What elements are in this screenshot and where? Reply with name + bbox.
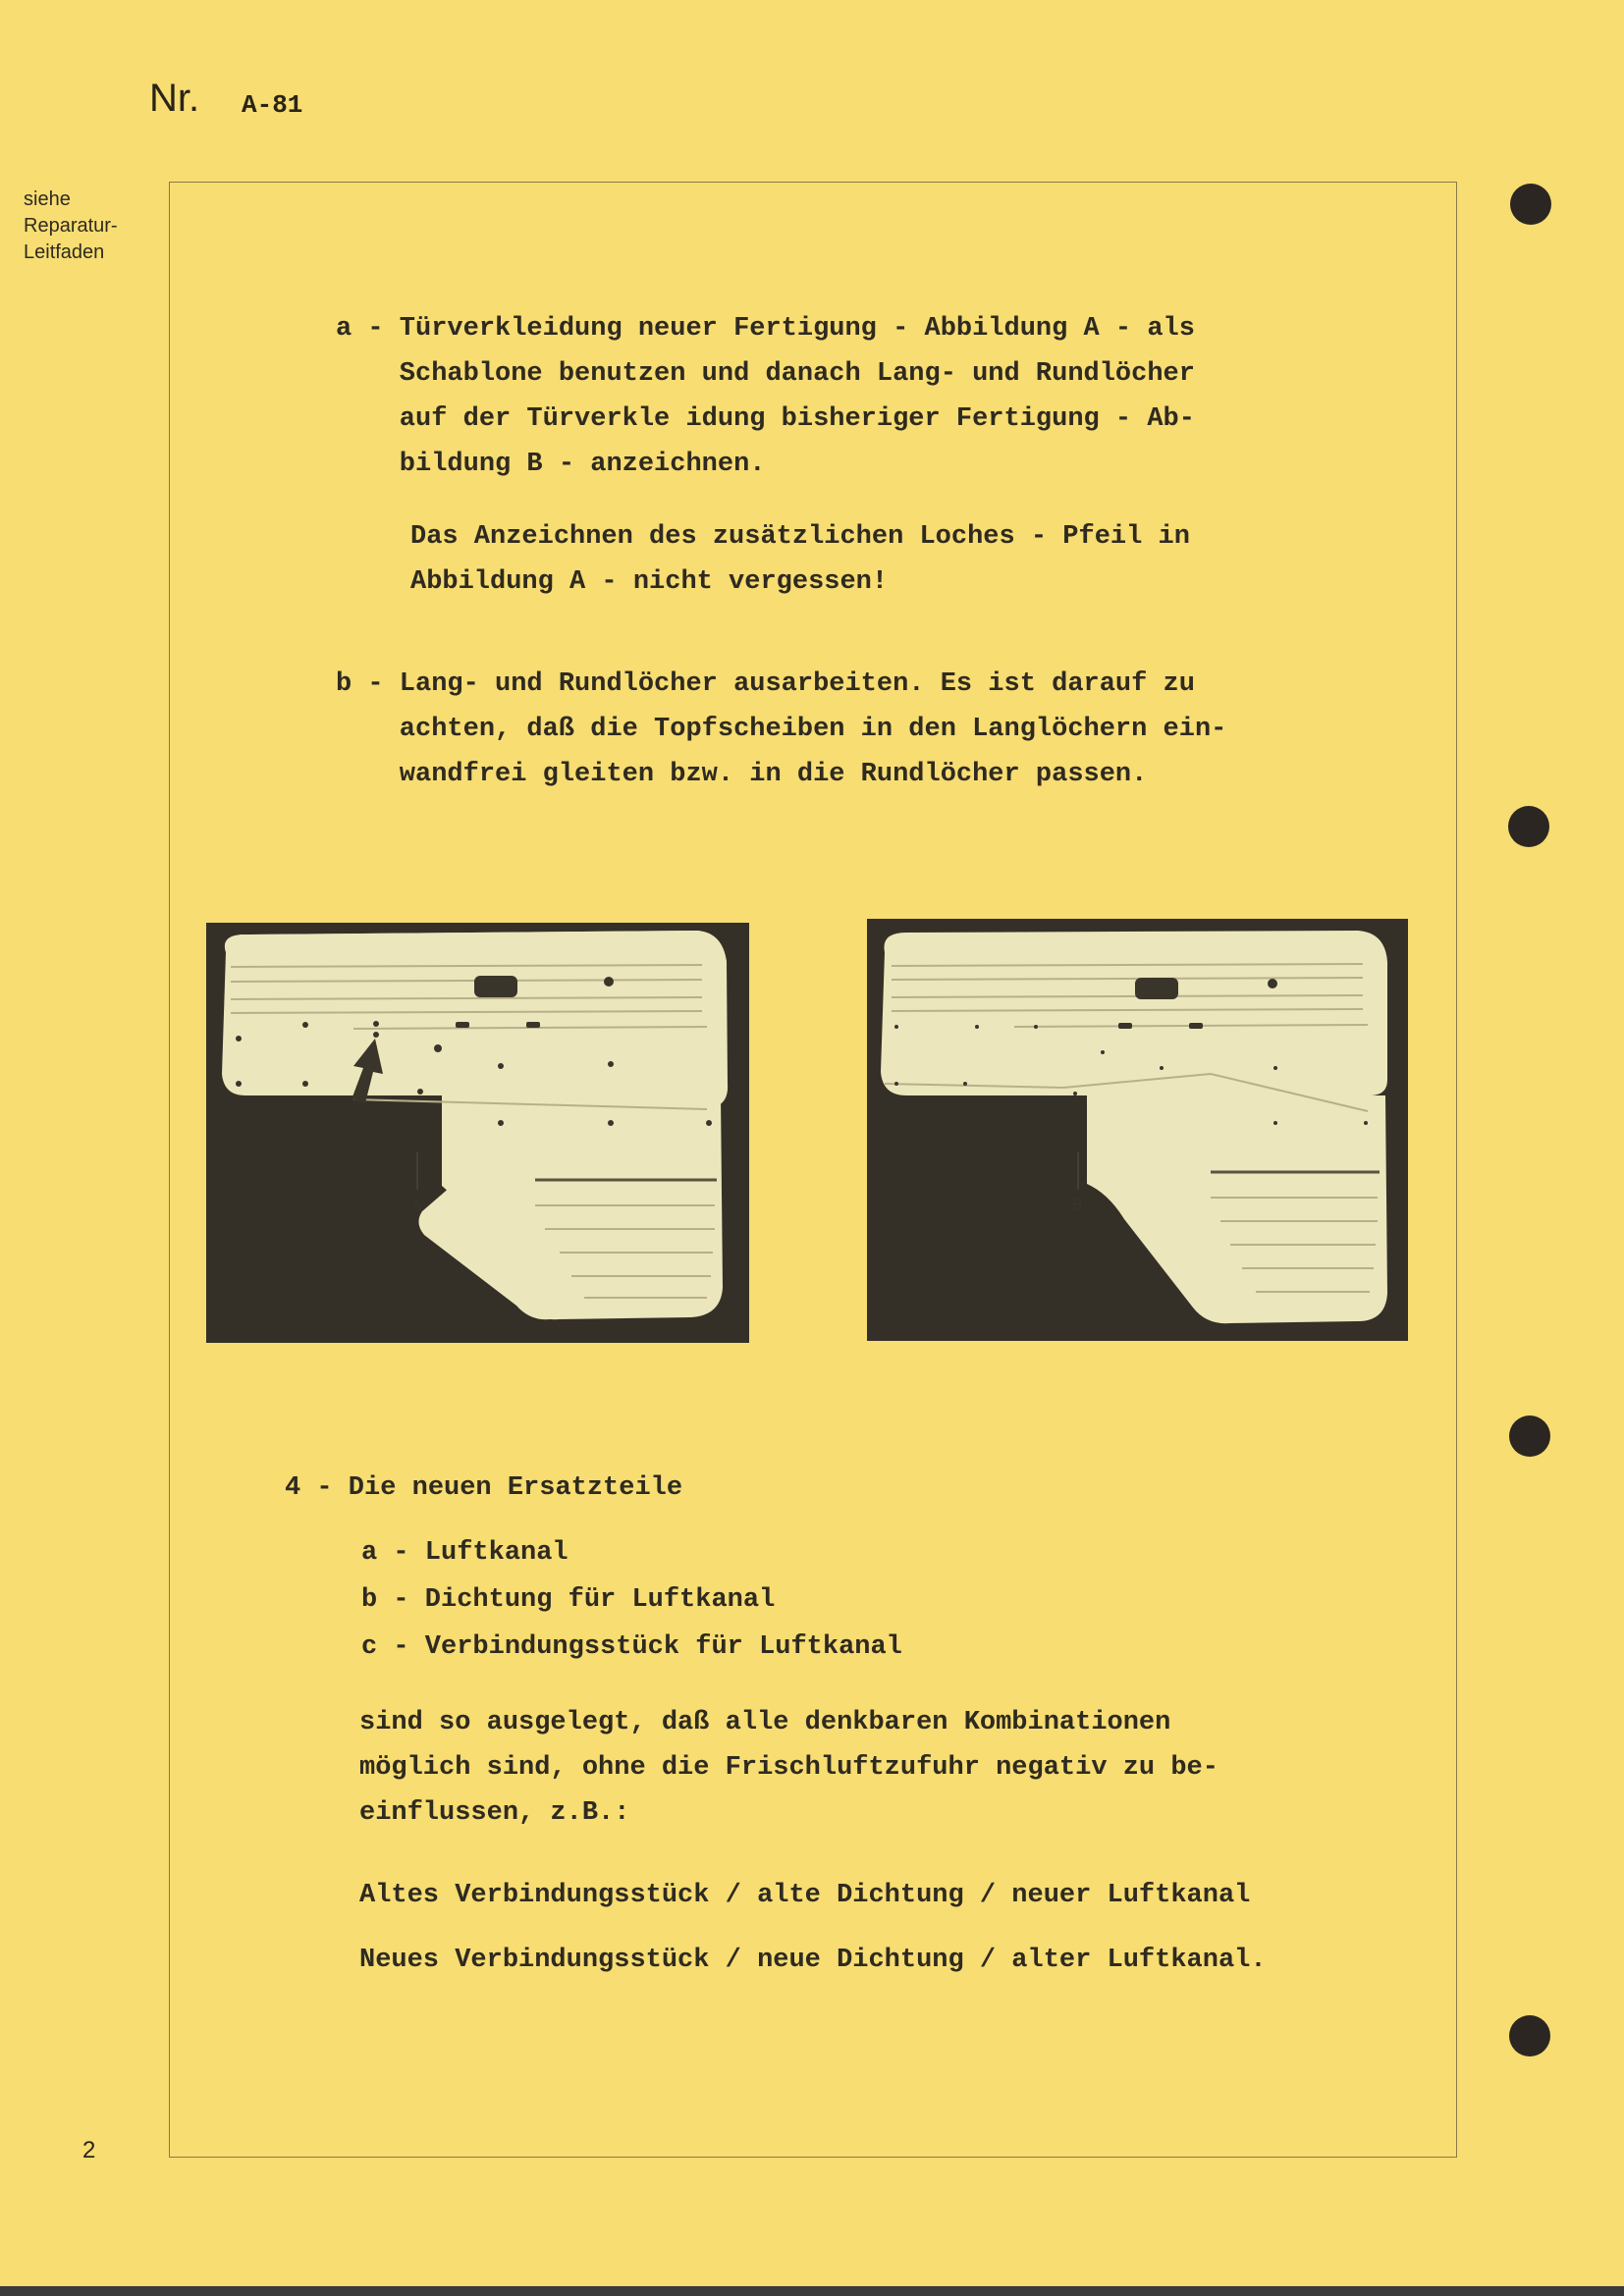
- scan-bottom-edge: [0, 2286, 1624, 2296]
- side-note-line: siehe: [24, 188, 71, 210]
- figure-b-label: B: [1072, 1197, 1083, 1213]
- section-4-body: [359, 1700, 1218, 1836]
- section-4-item: c - Verbindungsstück für Luftkanal: [361, 1632, 902, 1662]
- step-a-line: Schablone benutzen und danach Lang- und Rundlöcher: [336, 359, 1195, 389]
- document-code: A-81: [242, 90, 303, 120]
- door-handle-recess: [474, 976, 517, 997]
- section-4-examples: [359, 1863, 1267, 1993]
- section-4-item: a - Luftkanal: [361, 1538, 568, 1568]
- binder-hole: [1509, 2015, 1550, 2056]
- step-b: [336, 662, 1226, 797]
- figure-a-label: A: [411, 1198, 422, 1214]
- door-handle-recess: [1135, 978, 1178, 999]
- figure-b-svg: [867, 919, 1408, 1341]
- step-a-note: [410, 514, 1190, 605]
- section-4-example: Neues Verbindungsstück / neue Dichtung / alter Luftkanal.: [359, 1946, 1267, 1975]
- section-4-example: Altes Verbindungsstück / alte Dichtung / neuer Luftkanal: [359, 1881, 1251, 1910]
- step-a-note-line: Abbildung A - nicht vergessen!: [410, 567, 889, 597]
- side-note: [24, 187, 151, 266]
- side-note-line: Reparatur-: [24, 215, 118, 237]
- section-4-item: b - Dichtung für Luftkanal: [361, 1585, 776, 1615]
- section-4-body-line: sind so ausgelegt, daß alle denkbaren Kombinationen: [359, 1708, 1171, 1737]
- panel-hole: [604, 977, 614, 987]
- step-b-line: wandfrei gleiten bzw. in die Rundlöcher passen.: [336, 760, 1148, 789]
- binder-hole: [1510, 184, 1551, 225]
- section-4-items: [361, 1529, 902, 1671]
- door-panel-lower: [1087, 1095, 1387, 1323]
- step-a: [336, 306, 1195, 487]
- figure-b-door-panel-old: [867, 919, 1408, 1341]
- binder-hole: [1509, 1415, 1550, 1457]
- door-panel-upper: [881, 931, 1387, 1095]
- figure-a-door-panel-new: [206, 923, 749, 1343]
- door-panel-lower: [442, 1095, 723, 1319]
- section-4-heading: 4 - Die neuen Ersatzteile: [285, 1473, 683, 1503]
- section-4-body-line: einflussen, z.B.:: [359, 1798, 630, 1828]
- page-number: 2: [82, 2137, 96, 2163]
- step-a-line: auf der Türverkle idung bisheriger Fertigung - Ab-: [336, 404, 1195, 434]
- panel-hole: [1268, 979, 1277, 988]
- binder-hole: [1508, 806, 1549, 847]
- figure-a-svg: [206, 923, 749, 1343]
- step-a-note-line: Das Anzeichnen des zusätzlichen Loches - Pfeil in: [410, 522, 1190, 552]
- section-4-body-line: möglich sind, ohne die Frischluftzufuhr negativ zu be-: [359, 1753, 1218, 1783]
- step-a-line: bildung B - anzeichnen.: [336, 450, 766, 479]
- step-a-line: a - Türverkleidung neuer Fertigung - Abbildung A - als: [336, 314, 1195, 344]
- side-note-line: Leitfaden: [24, 241, 105, 263]
- step-b-line: b - Lang- und Rundlöcher ausarbeiten. Es ist darauf zu: [336, 669, 1195, 699]
- step-b-line: achten, daß die Topfscheiben in den Langlöchern ein-: [336, 715, 1227, 744]
- header-number-label: Nr.: [149, 77, 200, 120]
